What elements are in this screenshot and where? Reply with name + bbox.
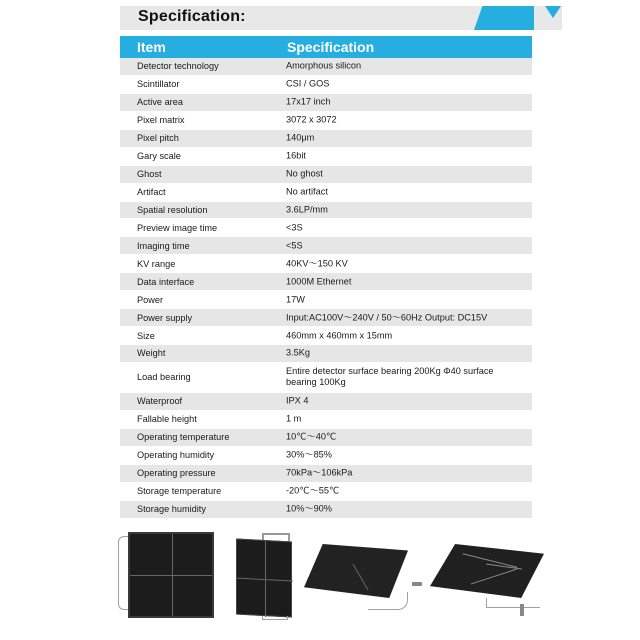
spec-item-label: Load bearing <box>137 372 191 383</box>
spec-item-label: Pixel pitch <box>137 133 179 144</box>
header-spec-label: Specification <box>287 39 375 55</box>
spec-row <box>120 291 532 309</box>
spec-item-label: Operating pressure <box>137 468 216 479</box>
spec-item-value: Amorphous silicon <box>286 60 362 71</box>
spec-row <box>120 411 532 429</box>
spec-item-label: Scintillator <box>137 79 180 90</box>
spec-item-value: IPX 4 <box>286 395 309 406</box>
spec-row <box>120 465 532 483</box>
spec-item-value: 3072 x 3072 <box>286 114 337 125</box>
spec-row <box>120 219 532 237</box>
spec-item-value: 1 m <box>286 413 302 424</box>
spec-row <box>120 58 532 76</box>
spec-item-label: Gary scale <box>137 151 181 162</box>
spec-item-value: 40KV～150 KV <box>286 258 348 269</box>
spec-row <box>120 483 532 501</box>
spec-item-label: KV range <box>137 258 176 269</box>
spec-item-value: No artifact <box>286 186 328 197</box>
spec-item-label: Storage humidity <box>137 504 206 515</box>
spec-item-value: 17W <box>286 294 305 305</box>
spec-item-value: 30%～85% <box>286 449 332 460</box>
accent-decoration <box>474 6 534 30</box>
spec-item-value: No ghost <box>286 168 323 179</box>
spec-item-label: Power supply <box>137 312 193 323</box>
spec-item-value: 3.6LP/mm <box>286 204 328 215</box>
spec-row <box>120 148 532 166</box>
spec-item-value: 1000M Ethernet <box>286 276 352 287</box>
page-title: Specification: <box>138 8 246 25</box>
spec-row <box>120 363 532 393</box>
spec-item-value: Entire detector surface bearing 200Kg Φ40 surface bearing 100Kg <box>286 366 494 388</box>
spec-row <box>120 130 532 148</box>
spec-row <box>120 429 532 447</box>
spec-row <box>120 166 532 184</box>
spec-row <box>120 255 532 273</box>
spec-row <box>120 447 532 465</box>
spec-item-value: <3S <box>286 222 303 233</box>
spec-item-label: Imaging time <box>137 240 190 251</box>
spec-row <box>120 345 532 363</box>
spec-item-value: 3.5Kg <box>286 347 311 358</box>
spec-row <box>120 327 532 345</box>
spec-item-label: Waterproof <box>137 396 183 407</box>
spec-table-body <box>120 58 532 519</box>
spec-row <box>120 94 532 112</box>
spec-item-label: Data interface <box>137 276 195 287</box>
spec-item-value: CSI / GOS <box>286 78 330 89</box>
spec-item-value: 17x17 inch <box>286 96 331 107</box>
spec-item-value: -20℃～55℃ <box>286 485 340 496</box>
spec-item-value: 16bit <box>286 150 306 161</box>
spec-row <box>120 184 532 202</box>
spec-item-label: Operating temperature <box>137 432 230 443</box>
spec-item-label: Ghost <box>137 169 162 180</box>
spec-item-value: 70kPa～106kPa <box>286 467 353 478</box>
spec-item-value: Input:AC100V～240V / 50～60Hz Output: DC15V <box>286 312 488 323</box>
spec-item-label: Spatial resolution <box>137 204 208 215</box>
spec-item-label: Storage temperature <box>137 486 222 497</box>
spec-item-label: Weight <box>137 348 166 359</box>
spec-item-label: Size <box>137 330 155 341</box>
spec-item-label: Fallable height <box>137 414 197 425</box>
spec-item-label: Artifact <box>137 187 166 198</box>
spec-table-header <box>120 36 532 58</box>
spec-item-label: Pixel matrix <box>137 115 185 126</box>
spec-item-label: Power <box>137 294 164 305</box>
spec-item-value: 460mm x 460mm x 15mm <box>286 330 393 341</box>
spec-item-value: <5S <box>286 240 303 251</box>
spec-row <box>120 76 532 94</box>
spec-row <box>120 273 532 291</box>
spec-item-value: 10℃～40℃ <box>286 431 337 442</box>
accent-tick-decoration <box>545 6 561 18</box>
header-item-label: Item <box>137 39 166 55</box>
spec-item-label: Operating humidity <box>137 450 215 461</box>
spec-row <box>120 501 532 519</box>
spec-item-value: 140μm <box>286 132 315 143</box>
spec-item-label: Active area <box>137 97 183 108</box>
spec-row <box>120 393 532 411</box>
spec-row <box>120 112 532 130</box>
spec-item-value: 10%～90% <box>286 503 332 514</box>
spec-row <box>120 202 532 220</box>
spec-row <box>120 309 532 327</box>
spec-item-label: Preview image time <box>137 222 218 233</box>
spec-row <box>120 237 532 255</box>
spec-item-label: Detector technology <box>137 61 219 72</box>
